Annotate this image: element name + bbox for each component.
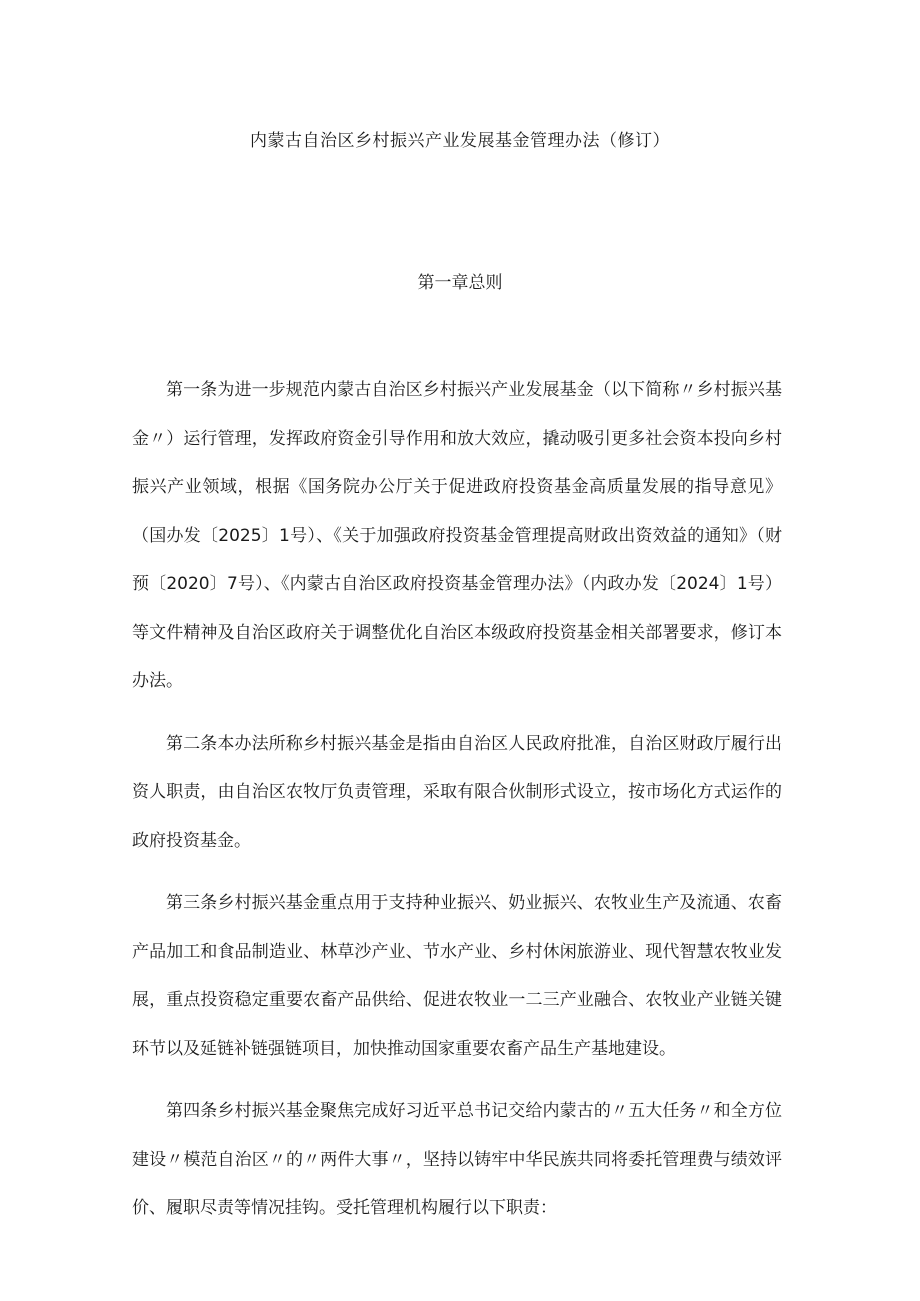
document-body (132, 366, 782, 1247)
article-3-paragraph: 第三条乡村振兴基金重点用于支持种业振兴、奶业振兴、农牧业生产及流通、农畜产品加工和食品制造业、林草沙产业、节水产业、乡村休闲旅游业、现代智慧农牧业发展，重点投资稳定重要农畜产品供给、促进农牧业一二三产业融合、农牧业产业链关键环节以及延链补链强链项目，加快推动国家重要农畜产品生产基地建设。 (132, 893, 782, 1059)
chapter-title: 第一章总则 (417, 273, 503, 293)
article-2-paragraph: 第二条本办法所称乡村振兴基金是指由自治区人民政府批准，自治区财政厅履行出资人职责，由自治区农牧厅负责管理，采取有限合伙制形式设立，按市场化方式运作的政府投资基金。 (132, 733, 782, 851)
article-1-paragraph: 第一条为进一步规范内蒙古自治区乡村振兴产业发展基金（以下简称〃乡村振兴基金〃）运行管理，发挥政府资金引导作用和放大效应，撬动吸引更多社会资本投向乡村振兴产业领域，根据《国务院办公厅关于促进政府投资基金高质量发展的指导意见》（国办发〔2025〕1号）、《关于加强政府投资基金管理提高财政出资效益的通知》（财预〔2020〕7号）、《内蒙古自治区政府投资基金管理办法》（内政办发〔2024〕1号）等文件精神及自治区政府关于调整优化自治区本级政府投资基金相关部署要求，修订本办法。 (132, 380, 782, 691)
article-4-paragraph: 第四条乡村振兴基金聚焦完成好习近平总书记交给内蒙古的〃五大任务〃和全方位建设〃模范自治区〃的〃两件大事〃，坚持以铸牢中华民族共同将委托管理费与绩效评价、履职尽责等情况挂钩。受托管理机构履行以下职责： (132, 1101, 782, 1218)
document-title: 内蒙古自治区乡村振兴产业发展基金管理办法（修订） (250, 131, 670, 151)
